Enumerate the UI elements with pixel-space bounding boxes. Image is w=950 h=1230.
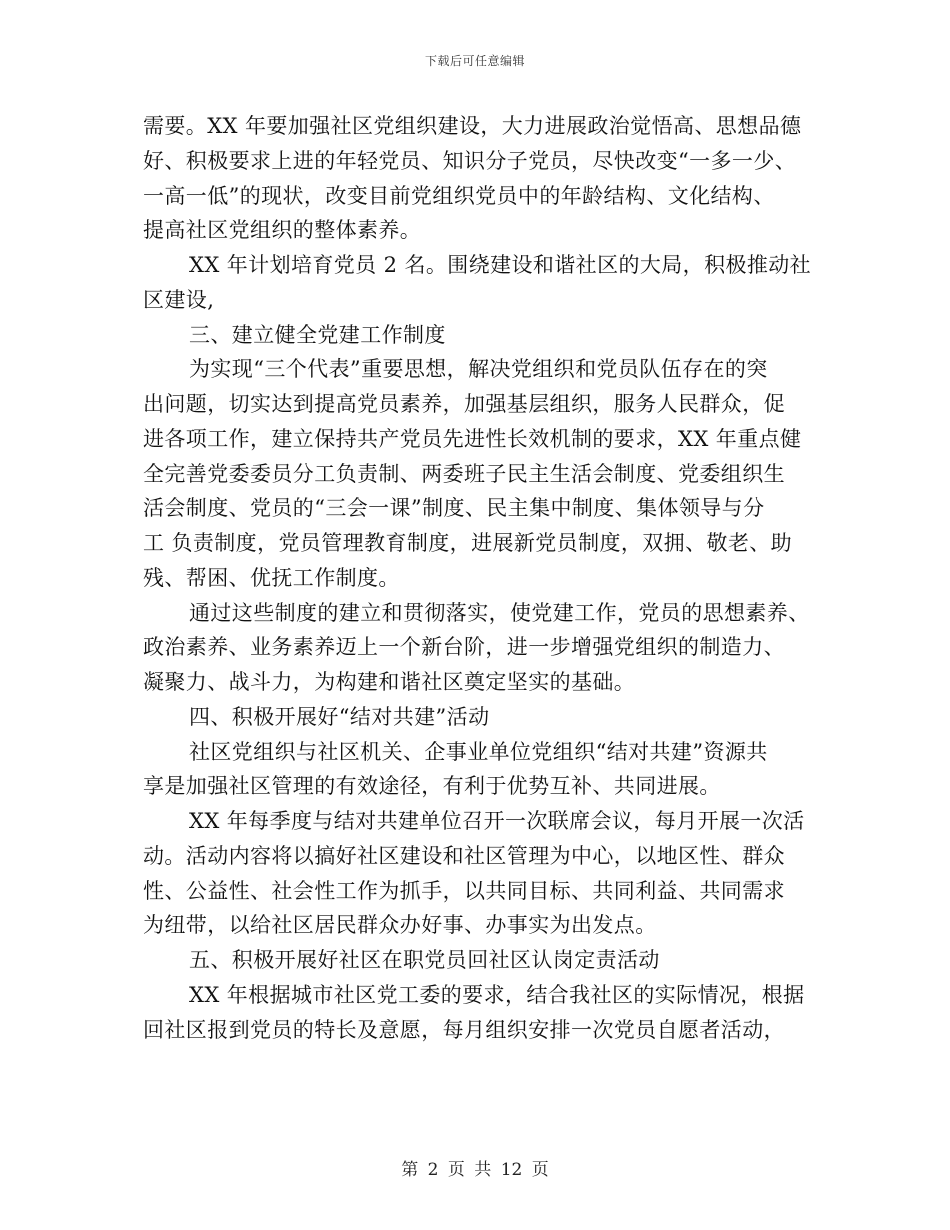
text-line: 一高一低”的现状，改变目前党组织党员中的年龄结构、文化结构、: [143, 183, 775, 208]
text-line: 三、建立健全党建工作制度: [189, 322, 446, 347]
page-number: 第 2 页 共 12 页: [401, 1160, 549, 1180]
text-line: 好、积极要求上进的年轻党员、知识分子党员，尽快改变“一多一少、: [143, 148, 797, 173]
text-line: 凝聚力、战斗力，为构建和谐社区奠定坚实的基础。: [143, 670, 636, 694]
text-line: 五、积极开展好社区在职党员回社区认岗定责活动: [189, 948, 660, 972]
text-line: 需要。XX 年要加强社区党组织建设，大力进展政治觉悟高、思想品德: [143, 114, 802, 138]
text-line: XX 年计划培育党员 2 名。围绕建设和谐社区的大局，积极推动社: [189, 253, 812, 277]
text-line: 享是加强社区管理的有效途径，有利于优势互补、共同进展。: [143, 774, 721, 799]
text-line: 四、积极开展好“结对共建”活动: [189, 704, 490, 729]
text-line: 社区党组织与社区机关、企事业单位党组织“结对共建”资源共: [189, 739, 768, 764]
text-line: 出问题，切实达到提高党员素养，加强基层组织，服务人民群众，促: [143, 392, 785, 416]
text-line: 全完善党委委员分工负责制、两委班子民主生活会制度、党委组织生: [143, 461, 785, 486]
text-line: 动。活动内容将以搞好社区建设和社区管理为中心，以地区性、群众: [143, 843, 785, 868]
text-line: 活会制度、党员的“三会一课”制度、民主集中制度、集体领导与分: [143, 496, 765, 521]
text-line: 政治素养、业务素养迈上一个新台阶，进一步增强党组织的制造力、: [143, 635, 785, 660]
text-line: 通过这些制度的建立和贯彻落实，使党建工作，党员的思想素养、: [189, 600, 810, 625]
text-line: XX 年每季度与结对共建单位召开一次联席会议，每月开展一次活: [189, 809, 805, 833]
text-line: 回社区报到党员的特长及意愿，每月组织安排一次党员自愿者活动，: [143, 1017, 785, 1042]
text-line: 区建设,: [143, 287, 215, 312]
text-line: 性、公益性、社会性工作为抓手，以共同目标、共同利益、共同需求: [143, 878, 785, 903]
text-line: 残、帮困、优抚工作制度。: [143, 565, 400, 590]
text-line: 提高社区党组织的整体素养。: [143, 218, 422, 243]
document-body: [143, 109, 811, 1047]
text-line: 为实现“三个代表”重要思想，解决党组织和党员队伍存在的突: [189, 357, 768, 382]
text-line: 为纽带，以给社区居民群众办好事、办事实为出发点。: [143, 913, 657, 938]
text-line: XX 年根据城市社区党工委的要求，结合我社区的实际情况，根据: [189, 982, 805, 1007]
page-header-note: 下载后可任意编辑: [424, 54, 525, 68]
text-line: 进各项工作，建立保持共产党员先进性长效机制的要求，XX 年重点健: [143, 426, 802, 451]
text-line: 工 负责制度，党员管理教育制度，进展新党员制度，双拥、敬老、助: [143, 531, 793, 555]
